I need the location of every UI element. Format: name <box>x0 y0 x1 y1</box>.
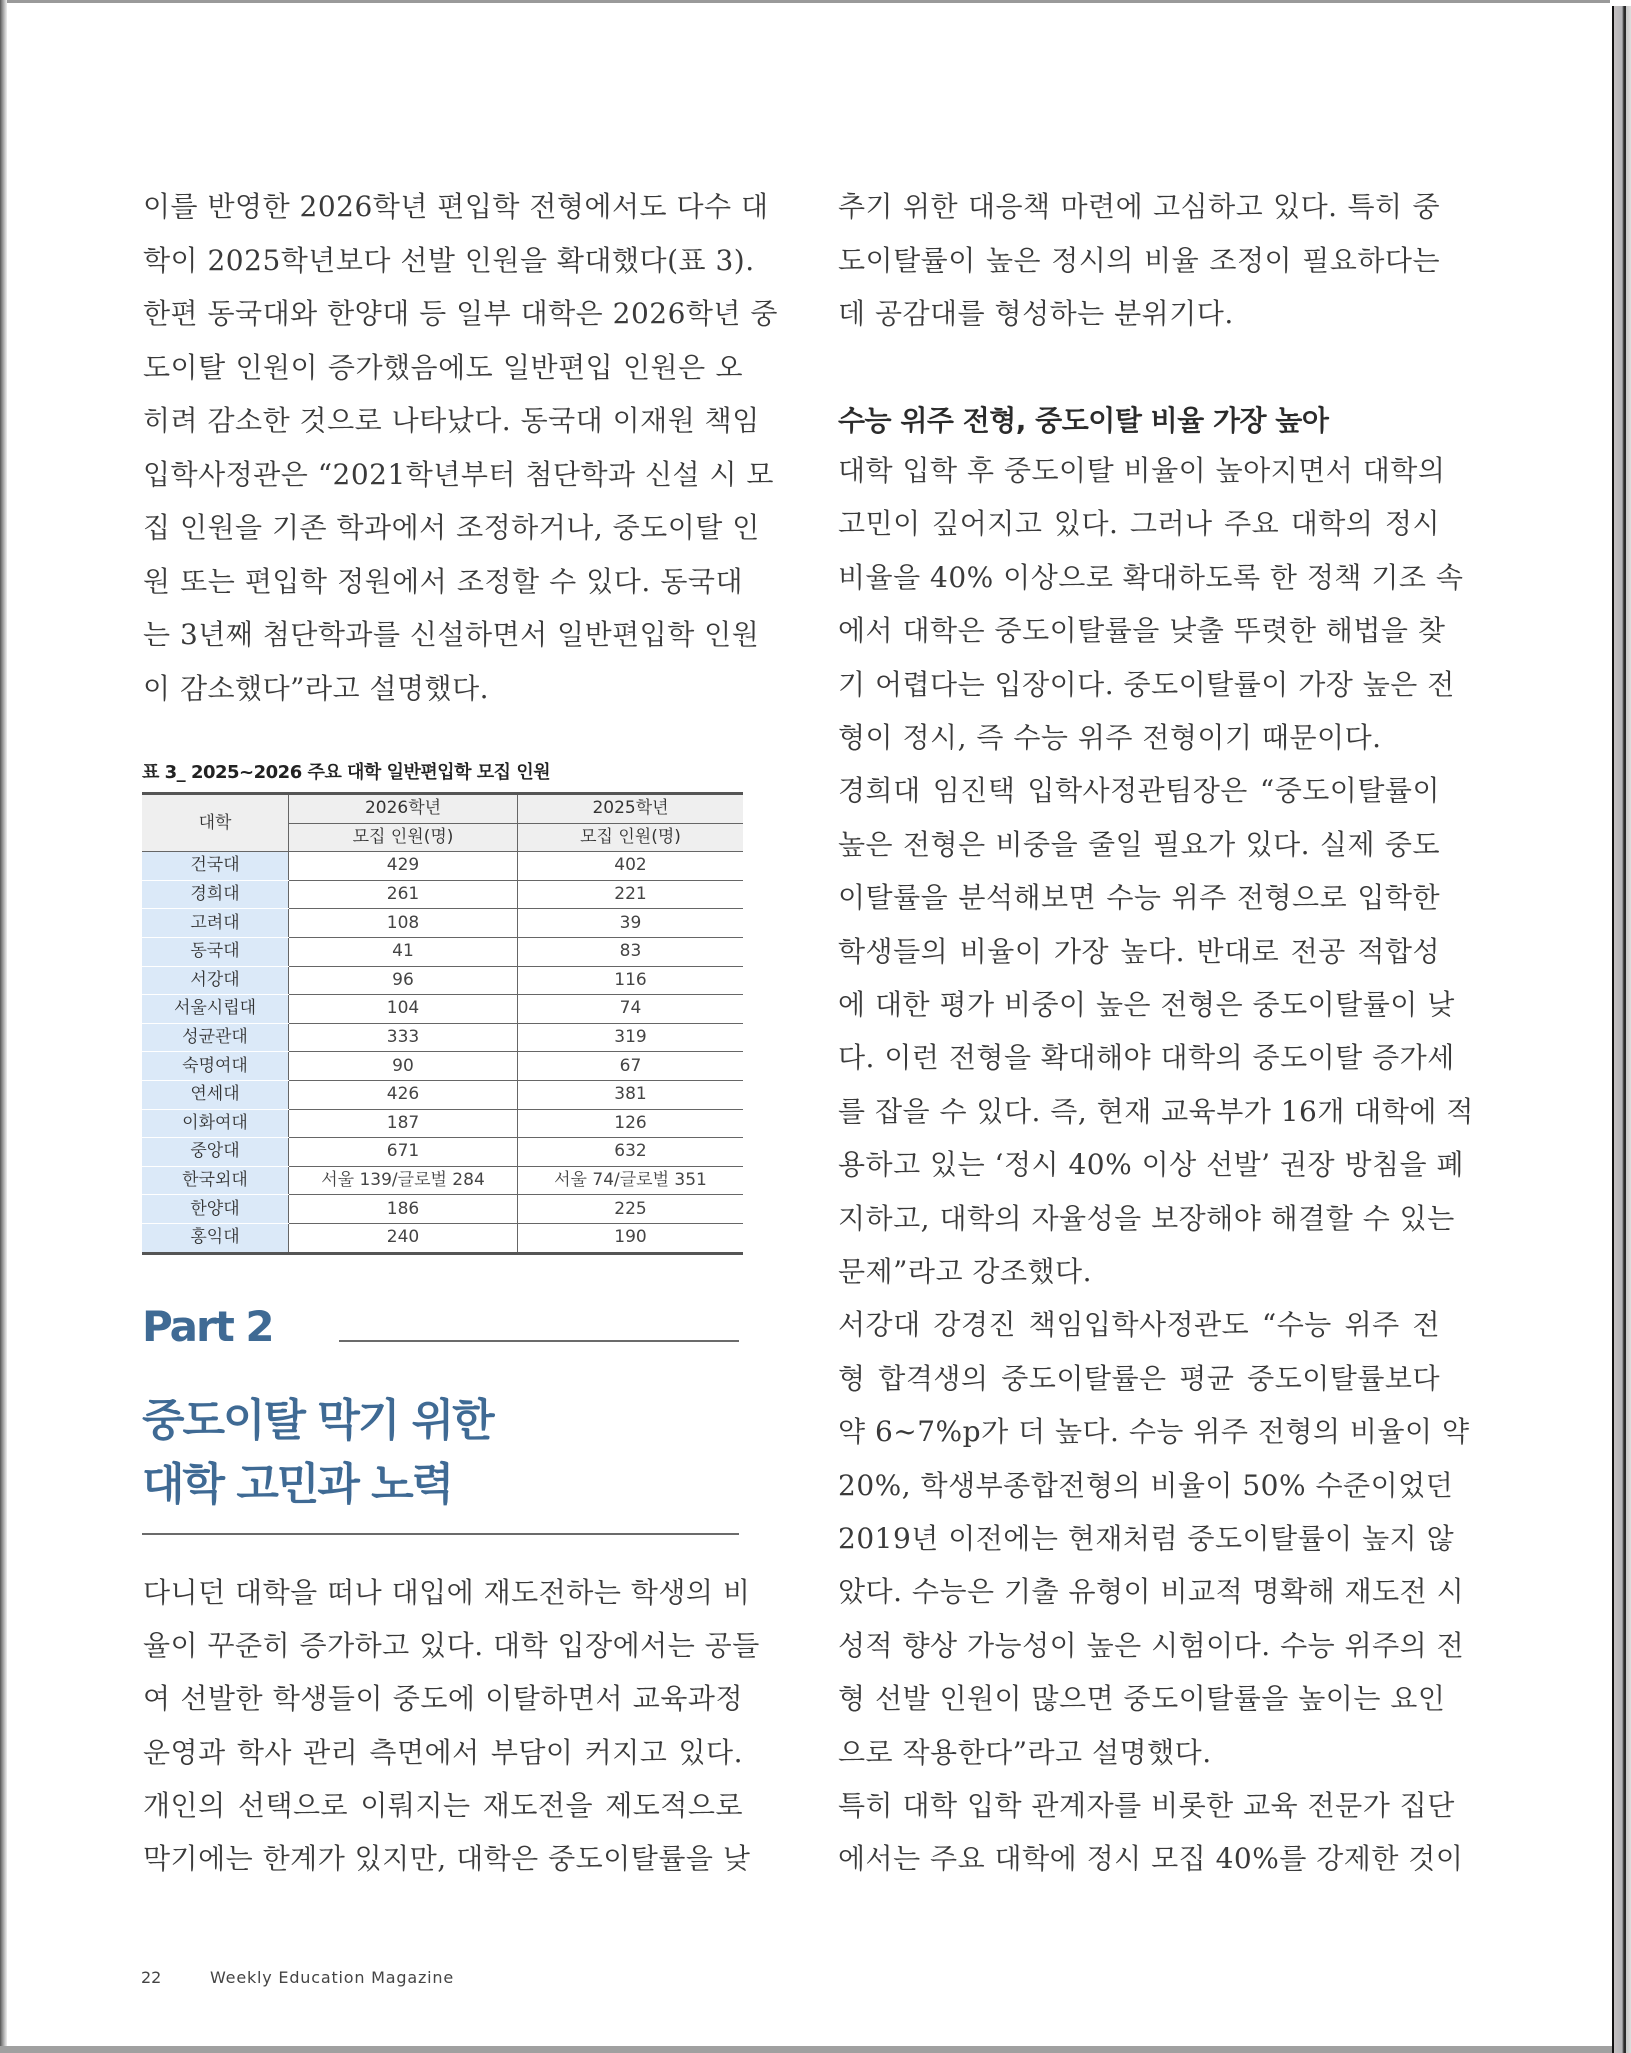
page-edge-bottom <box>0 2046 1614 2053</box>
table-row <box>142 1109 743 1138</box>
value-2025-cell: 632 <box>518 1138 744 1167</box>
part-title-line-1: 중도이탈 막기 위한 <box>142 1395 493 1446</box>
text-line: 에서 대학은 중도이탈률을 낮출 뚜렷한 해법을 찾 <box>838 614 1446 648</box>
value-2025-cell: 381 <box>518 1080 744 1109</box>
text-line: 여 선발한 학생들이 중도에 이탈하면서 교육과정 <box>143 1682 743 1716</box>
university-cell: 성균관대 <box>142 1023 289 1052</box>
text-line: 원 또는 편입학 정원에서 조정할 수 있다. 동국대 <box>143 564 743 598</box>
text-line: 다. 이런 전형을 확대해야 대학의 중도이탈 증가세 <box>838 1041 1455 1075</box>
text-line: 용하고 있는 ‘정시 40% 이상 선발’ 권장 방침을 폐 <box>838 1148 1465 1182</box>
text-line: 한편 동국대와 한양대 등 일부 대학은 2026학년 중 <box>143 297 778 330</box>
text-line: 히려 감소한 것으로 나타났다. 동국대 이재원 책임 <box>143 404 760 437</box>
text-line: 막기에는 한계가 있지만, 대학은 중도이탈률을 낮 <box>143 1842 751 1875</box>
university-cell: 이화여대 <box>142 1109 289 1138</box>
page-stack-edge-right <box>1612 6 1631 2053</box>
university-cell: 동국대 <box>142 937 289 966</box>
text-line: 는 3년째 첨단학과를 신설하면서 일반편입학 인원 <box>143 618 760 651</box>
value-2025-cell: 221 <box>518 880 744 909</box>
text-line: 를 잡을 수 있다. 즉, 현재 교육부가 16개 대학에 적 <box>838 1094 1474 1128</box>
text-line: 형 선발 인원이 많으면 중도이탈률을 높이는 요인 <box>838 1682 1446 1716</box>
university-cell: 경희대 <box>142 880 289 909</box>
text-line: 높은 전형은 비중을 줄일 필요가 있다. 실제 중도 <box>838 827 1440 861</box>
value-2026-cell: 186 <box>289 1195 518 1224</box>
magazine-name: Weekly Education Magazine <box>210 1968 454 1987</box>
value-2025-cell: 83 <box>518 937 744 966</box>
table-row <box>142 966 743 995</box>
text-line: 2019년 이전에는 현재처럼 중도이탈률이 높지 않 <box>838 1522 1455 1555</box>
text-line: 학생들의 비율이 가장 높다. 반대로 전공 적합성 <box>838 934 1440 968</box>
value-2025-cell: 319 <box>518 1023 744 1052</box>
table-row <box>142 1223 743 1253</box>
table-row <box>142 1195 743 1224</box>
value-2026-cell: 104 <box>289 995 518 1024</box>
text-line: 약 6~7%p가 더 높다. 수능 위주 전형의 비율이 약 <box>838 1415 1470 1449</box>
text-line: 경희대 임진택 입학사정관팀장은 “중도이탈률이 <box>838 774 1440 808</box>
university-cell: 연세대 <box>142 1080 289 1109</box>
value-2025-cell: 67 <box>518 1052 744 1081</box>
text-line: 집 인원을 기존 학과에서 조정하거나, 중도이탈 인 <box>143 511 760 544</box>
part-label: Part 2 <box>142 1302 273 1351</box>
text-line: 에서는 주요 대학에 정시 모집 40%를 강제한 것이 <box>838 1842 1464 1876</box>
table-row <box>142 1080 743 1109</box>
university-cell: 서강대 <box>142 966 289 995</box>
value-2025-cell: 116 <box>518 966 744 995</box>
text-line: 으로 작용한다”라고 설명했다. <box>838 1735 1212 1769</box>
page-edge-left <box>0 0 7 2053</box>
text-line: 문제”라고 강조했다. <box>838 1255 1093 1288</box>
part-title-divider <box>142 1533 739 1535</box>
header-2025-year: 2025학년 <box>518 794 744 824</box>
header-2026-sub: 모집 인원(명) <box>289 823 518 852</box>
value-2026-cell: 41 <box>289 937 518 966</box>
table-row <box>142 1138 743 1167</box>
text-line: 형 합격생의 중도이탈률은 평균 중도이탈률보다 <box>838 1361 1440 1395</box>
value-2026-cell: 429 <box>289 852 518 881</box>
value-2026-cell: 187 <box>289 1109 518 1138</box>
table-row <box>142 909 743 938</box>
value-2026-cell: 240 <box>289 1223 518 1253</box>
value-2026-cell: 261 <box>289 880 518 909</box>
table-row <box>142 1052 743 1081</box>
text-line: 도이탈률이 높은 정시의 비율 조정이 필요하다는 <box>838 243 1440 277</box>
value-2026-cell: 90 <box>289 1052 518 1081</box>
text-line: 성적 향상 가능성이 높은 시험이다. 수능 위주의 전 <box>838 1628 1465 1662</box>
text-line: 율이 꾸준히 증가하고 있다. 대학 입장에서는 공들 <box>143 1629 760 1663</box>
header-university: 대학 <box>142 794 289 852</box>
value-2026-cell: 333 <box>289 1023 518 1052</box>
section-subheading: 수능 위주 전형, 중도이탈 비율 가장 높아 <box>838 404 1329 437</box>
text-line: 이를 반영한 2026학년 편입학 전형에서도 다수 대 <box>143 190 769 223</box>
page-number: 22 <box>141 1968 162 1987</box>
value-2025-cell: 225 <box>518 1195 744 1224</box>
text-line: 20%, 학생부종합전형의 비율이 50% 수준이었던 <box>838 1468 1454 1502</box>
value-2026-cell: 96 <box>289 966 518 995</box>
table-caption: 표 3_ 2025~2026 주요 대학 일반편입학 모집 인원 <box>142 762 551 783</box>
text-line: 입학사정관은 “2021학년부터 첨단학과 신설 시 모 <box>143 457 774 491</box>
text-line: 특히 대학 입학 관계자를 비롯한 교육 전문가 집단 <box>838 1789 1455 1822</box>
table-row <box>142 1023 743 1052</box>
text-line: 서강대 강경진 책임입학사정관도 “수능 위주 전 <box>838 1308 1440 1342</box>
value-2026-cell: 426 <box>289 1080 518 1109</box>
text-line: 다니던 대학을 떠나 대입에 재도전하는 학생의 비 <box>143 1576 751 1609</box>
table-header-row <box>142 794 743 824</box>
recruitment-table <box>142 792 743 1255</box>
university-cell: 숙명여대 <box>142 1052 289 1081</box>
university-cell: 건국대 <box>142 852 289 881</box>
text-line: 에 대한 평가 비중이 높은 전형은 중도이탈률이 낮 <box>838 988 1455 1021</box>
table-row <box>142 880 743 909</box>
text-line: 이탈률을 분석해보면 수능 위주 전형으로 입학한 <box>838 881 1440 915</box>
value-2025-cell: 서울 74/글로벌 351 <box>518 1166 744 1195</box>
text-line: 도이탈 인원이 증가했음에도 일반편입 인원은 오 <box>143 350 743 384</box>
part-divider <box>339 1340 739 1342</box>
university-cell: 한국외대 <box>142 1166 289 1195</box>
university-cell: 홍익대 <box>142 1223 289 1253</box>
text-line: 개인의 선택으로 이뤄지는 재도전을 제도적으로 <box>143 1788 743 1822</box>
value-2025-cell: 126 <box>518 1109 744 1138</box>
university-cell: 서울시립대 <box>142 995 289 1024</box>
text-line: 기 어렵다는 입장이다. 중도이탈률이 가장 높은 전 <box>838 667 1455 701</box>
text-line: 학이 2025학년보다 선발 인원을 확대했다(표 3). <box>143 243 755 277</box>
table-row <box>142 852 743 881</box>
text-line: 운영과 학사 관리 측면에서 부담이 커지고 있다. <box>143 1735 743 1769</box>
value-2025-cell: 190 <box>518 1223 744 1253</box>
text-line: 고민이 깊어지고 있다. 그러나 주요 대학의 정시 <box>838 507 1440 541</box>
value-2026-cell: 671 <box>289 1138 518 1167</box>
table-row <box>142 937 743 966</box>
table-row <box>142 995 743 1024</box>
university-cell: 중앙대 <box>142 1138 289 1167</box>
header-2025-sub: 모집 인원(명) <box>518 823 744 852</box>
text-line: 데 공감대를 형성하는 분위기다. <box>838 297 1234 330</box>
value-2026-cell: 서울 139/글로벌 284 <box>289 1166 518 1195</box>
text-line: 대학 입학 후 중도이탈 비율이 높아지면서 대학의 <box>838 454 1446 487</box>
text-line: 지하고, 대학의 자율성을 보장해야 해결할 수 있는 <box>838 1201 1455 1235</box>
table-row <box>142 1166 743 1195</box>
value-2025-cell: 402 <box>518 852 744 881</box>
value-2026-cell: 108 <box>289 909 518 938</box>
header-2026-year: 2026학년 <box>289 794 518 824</box>
university-cell: 한양대 <box>142 1195 289 1224</box>
university-cell: 고려대 <box>142 909 289 938</box>
part-title-line-2: 대학 고민과 노력 <box>142 1459 453 1510</box>
text-line: 비율을 40% 이상으로 확대하도록 한 정책 기조 속 <box>838 560 1464 594</box>
text-line: 았다. 수능은 기출 유형이 비교적 명확해 재도전 시 <box>838 1575 1465 1609</box>
page-edge-top <box>0 0 1610 3</box>
value-2025-cell: 39 <box>518 909 744 938</box>
text-line: 형이 정시, 즉 수능 위주 전형이기 때문이다. <box>838 721 1382 754</box>
text-line: 이 감소했다”라고 설명했다. <box>143 671 490 705</box>
value-2025-cell: 74 <box>518 995 744 1024</box>
table-body <box>142 852 743 1253</box>
text-line: 추기 위한 대응책 마련에 고심하고 있다. 특히 중 <box>838 190 1440 223</box>
